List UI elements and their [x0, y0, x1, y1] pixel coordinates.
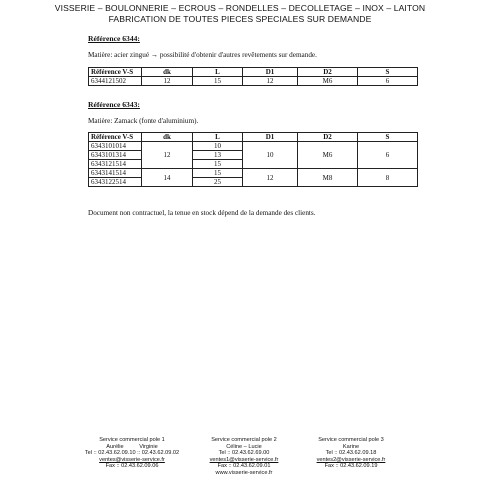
cell-reference: 6343101014 — [89, 142, 142, 151]
col-header-d2: D2 — [298, 133, 358, 142]
pole-email-link[interactable]: ventes@visserie-service.fr — [99, 456, 165, 463]
header-line-2: FABRICATION DE TOUTES PIECES SPECIALES SUR DEMANDE — [108, 13, 372, 24]
cell-s: 8 — [358, 169, 418, 187]
cell-d1: 12 — [243, 77, 298, 86]
col-header-dk: dk — [142, 68, 193, 77]
pole-title: Service commercial pole 3 — [318, 437, 384, 443]
cell-d2: M6 — [298, 77, 358, 86]
ref-6344-material: Matière: acier zingué → possibilité d'obtenir d'autres revêtements sur demande. — [88, 51, 317, 59]
cell-d2: M8 — [298, 169, 358, 187]
footer-pole-2 — [184, 437, 304, 477]
pole-tel: Tel :: 02.43.62.69.00 — [218, 450, 270, 457]
col-header-s: S — [358, 133, 418, 142]
col-header-d1: D1 — [243, 133, 298, 142]
col-header-d1: D1 — [243, 68, 298, 77]
pole-title: Service commercial pole 1 — [99, 437, 165, 443]
pole-fax: Fax :: 02.43.62.09.06 — [105, 463, 159, 470]
table-row — [89, 169, 418, 178]
col-header-reference: Référence V-S — [89, 133, 142, 142]
cell-dk: 14 — [142, 169, 193, 187]
pole-email-link[interactable]: ventes2@visserie-service.fr — [316, 456, 386, 463]
ref-6344-title: Référence 6344: — [88, 34, 140, 43]
footer-pole-3 — [291, 437, 411, 470]
table-header-row — [89, 133, 418, 142]
table-row — [89, 142, 418, 151]
disclaimer-note: Document non contractuel, la tenue en stock dépend de la demande des clients. — [88, 209, 316, 217]
col-header-dk: dk — [142, 133, 193, 142]
cell-dk: 12 — [142, 77, 193, 86]
pole-email-link[interactable]: ventes1@visserie-service.fr — [209, 456, 279, 463]
ref-6343-material: Matière: Zamack (fonte d'aluminium). — [88, 117, 199, 125]
col-header-l: L — [193, 68, 243, 77]
cell-l: 15 — [193, 160, 243, 169]
cell-reference: 6343101314 — [89, 151, 142, 160]
pole-tel: Tel :: 02.43.62.09.10 :: 02.43.62.09.02 — [84, 450, 180, 457]
cell-d2: M6 — [298, 142, 358, 169]
table-header-row — [89, 68, 418, 77]
pole-tel: Tel :: 02.43.62.09.18 — [325, 450, 377, 457]
ref-6343-table — [88, 132, 418, 187]
cell-l: 13 — [193, 151, 243, 160]
cell-reference: 6344121502 — [89, 77, 142, 86]
cell-l: 25 — [193, 178, 243, 187]
table-row — [89, 77, 418, 86]
pole-names: Aurélie Virginie — [106, 443, 158, 450]
document-header — [0, 3, 480, 24]
cell-l: 15 — [193, 169, 243, 178]
header-line-1: VISSERIE – BOULONNERIE – ECROUS – RONDELLES – DECOLLETAGE – INOX – LAITON — [54, 3, 426, 13]
pole-fax: Fax :: 02.43.62.09.19 — [324, 463, 378, 470]
cell-l: 15 — [193, 77, 243, 86]
website-link[interactable]: www.visserie-service.fr — [215, 469, 273, 476]
pole-names: Céline – Lucie — [226, 443, 262, 450]
pole-names: Karine — [342, 443, 360, 450]
pole-title: Service commercial pole 2 — [211, 437, 277, 443]
footer-pole-1 — [72, 437, 192, 470]
cell-d1: 10 — [243, 142, 298, 169]
col-header-l: L — [193, 133, 243, 142]
col-header-d2: D2 — [298, 68, 358, 77]
ref-6343-title: Référence 6343: — [88, 100, 140, 109]
cell-s: 6 — [358, 77, 418, 86]
cell-s: 6 — [358, 142, 418, 169]
cell-reference: 6343122514 — [89, 178, 142, 187]
cell-dk: 12 — [142, 142, 193, 169]
cell-reference: 6343141514 — [89, 169, 142, 178]
col-header-s: S — [358, 68, 418, 77]
ref-6344-table — [88, 67, 418, 86]
cell-d1: 12 — [243, 169, 298, 187]
cell-l: 10 — [193, 142, 243, 151]
col-header-reference: Référence V-S — [89, 68, 142, 77]
pole-fax: Fax :: 02.43.62.09.01 — [217, 463, 271, 470]
cell-reference: 6343121514 — [89, 160, 142, 169]
